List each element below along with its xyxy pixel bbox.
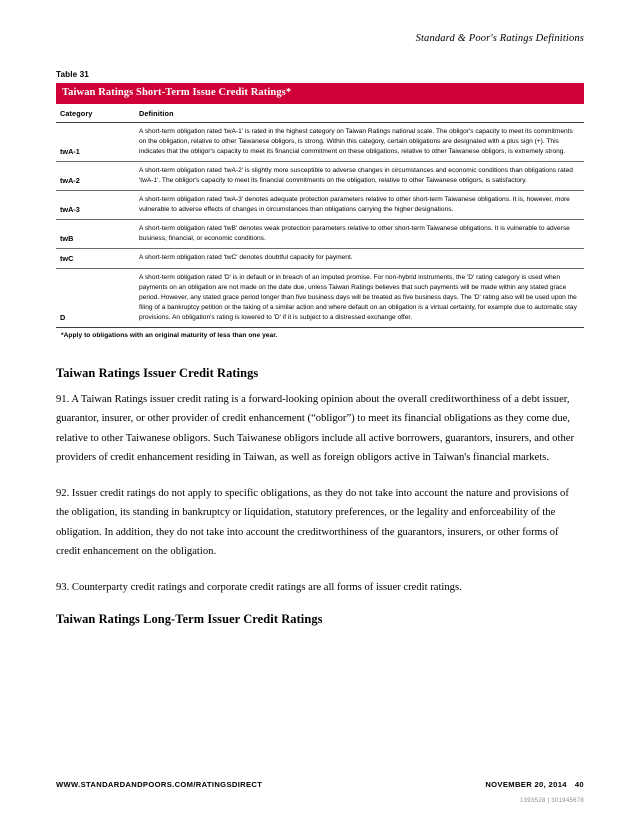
paragraph-93: 93. Counterparty credit ratings and corporate credit ratings are all forms of issuer credit ratings. — [56, 582, 462, 594]
footer-website[interactable]: WWW.STANDARDANDPOORS.COM/RATINGSDIRECT — [56, 780, 263, 789]
table-footnote: *Apply to obligations with an original maturity of less than one year. — [61, 332, 278, 340]
footer-right-group — [485, 780, 584, 789]
cell-category: twA-1 — [56, 123, 134, 162]
footer-date: NOVEMBER 20, 2014 — [485, 780, 567, 789]
table-label: Table 31 — [56, 70, 89, 79]
body-content — [56, 366, 584, 636]
cell-category: twB — [56, 220, 134, 249]
footer-page-number: 40 — [574, 780, 584, 789]
cell-definition: A short-term obligation rated 'D' is in default or in breach of an imputed promise. For non-hybrid instruments, the 'D' rating category is used when payments on an obligation are not made on the date due, unless Taiwan Ratings believes that such payments will be made within any stated grace period. However, any stated grace period longer than five business days will be treated as five business days. The 'D' rating also will be used upon the filing of a bankruptcy petition or the taking of a similar action and where default on an obligation is a virtual certainty, for example due to automatic stay provisions. An obligation's rating is lowered to 'D' if it is subject to a distressed exchange offer. — [134, 269, 584, 328]
paragraph-91: 91. A Taiwan Ratings issuer credit rating is a forward-looking opinion about the overall creditworthiness of a debt issuer, guarantor, insurer, or other provider of credit enhancement (“obligor”) to meet its financial obligations as they come due, relative to other Taiwanese obligors. Such Taiwanese obligors include all active borrowers, guarantors, insurers, and other providers of credit enhancement residing in Taiwan, as well as foreign obligors active in Taiwan's financial markets. — [56, 394, 574, 463]
page-footer — [56, 780, 584, 804]
document-id: 1393528 | 301945678 — [520, 798, 584, 804]
table-row — [56, 123, 584, 162]
ratings-table — [56, 104, 584, 328]
table-header-row — [56, 104, 584, 123]
column-header-definition: Definition — [134, 104, 584, 123]
cell-definition: A short-term obligation rated 'twB' denotes weak protection parameters relative to other short-term Taiwanese obligations. It is vulnerable to adverse business, financial, or economic conditions. — [134, 220, 584, 249]
table-row — [56, 269, 584, 328]
cell-category: twA-2 — [56, 162, 134, 191]
cell-category: twC — [56, 249, 134, 269]
cell-definition: A short-term obligation rated 'twC' denotes doubtful capacity for payment. — [134, 249, 584, 269]
cell-category: D — [56, 269, 134, 328]
cell-category: twA-3 — [56, 191, 134, 220]
table-row — [56, 191, 584, 220]
section-heading-issuer-credit-ratings: Taiwan Ratings Issuer Credit Ratings — [56, 366, 259, 380]
paragraph-92: 92. Issuer credit ratings do not apply to specific obligations, as they do not take into account the nature and provisions of the obligation, its standing in bankruptcy or liquidation, statutory preferences, or the legality and enforceability of the obligation. In addition, they do not take into account the creditworthiness of the guarantors, insurers, or other forms of credit enhancement on the obligation. — [56, 488, 569, 557]
table-row — [56, 162, 584, 191]
table-row — [56, 249, 584, 269]
ratings-table-block — [56, 70, 584, 339]
table-row — [56, 220, 584, 249]
cell-definition: A short-term obligation rated 'twA-2' is slightly more susceptible to adverse changes in circumstances and economic conditions than obligations rated 'twA-1'. The obligor's capacity to meet its financial commitments on the obligation, relative to other Taiwanese obligors, is satisfactory. — [134, 162, 584, 191]
cell-definition: A short-term obligation rated 'twA-3' denotes adequate protection parameters relative to other short-term Taiwanese obligations. It is, however, more vulnerable to adverse effects of changes in circumstances than obligations carrying the higher designations. — [134, 191, 584, 220]
section-heading-long-term-issuer-credit-ratings: Taiwan Ratings Long-Term Issuer Credit Ratings — [56, 612, 323, 627]
footer-row — [56, 780, 584, 789]
cell-definition: A short-term obligation rated 'twA-1' is rated in the highest category on Taiwan Ratings national scale. The obligor's capacity to meet its commitments on the obligation, relative to other Taiwanese obligors, is strong. Within this category, certain obligations are designated with a plus sign (+). This indicates that the obligor's capacity to meet its financial commitment on these obligations, relative to other Taiwanese obligors, is extremely strong. — [134, 123, 584, 162]
table-title-bar: Taiwan Ratings Short-Term Issue Credit Ratings* — [56, 83, 584, 104]
column-header-category: Category — [56, 104, 134, 123]
running-header: Standard & Poor's Ratings Definitions — [415, 33, 584, 44]
